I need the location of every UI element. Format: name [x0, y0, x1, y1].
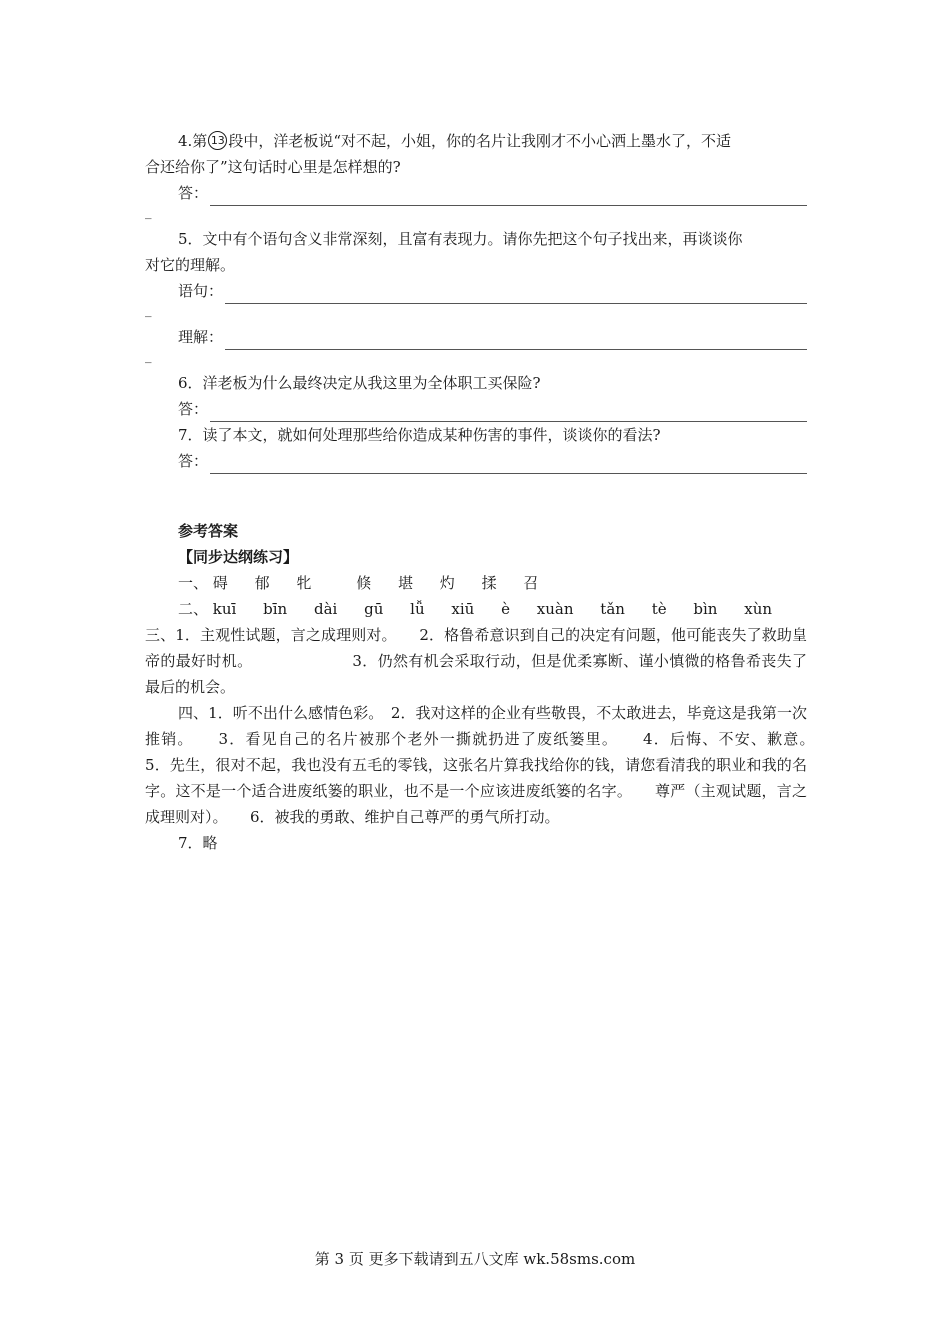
- answer-label: 答：: [178, 400, 209, 418]
- question-4-line-1: [145, 128, 807, 154]
- answer-label: 答：: [178, 184, 209, 202]
- question-4-answer-line: [145, 180, 807, 206]
- question-7: 7．读了本文，就如何处理那些给你造成某种伤害的事件，谈谈你的看法?: [178, 426, 661, 444]
- word: 碍: [212, 574, 228, 592]
- question-6: 6．洋老板为什么最终决定从我这里为全体职工买保险?: [178, 374, 541, 392]
- question-5-line-2: 对它的理解。: [145, 256, 236, 274]
- answer-part-1: [145, 570, 807, 596]
- answer-part-4: 四、1．听不出什么感情色彩。 2．我对这样的企业有些敬畏，不太敢进去，毕竟这是我第一次推销。 3．看见自己的名片被那个老外一撕就扔进了废纸篓里。 4．后悔、不安、歉意。 5．先生，很对不起，我也没有五毛的零钱，这张名片算我找给你的钱，请您看清我的职业和我的名字。这不是一个适合进废纸篓的职业，也不是一个应该进废纸篓的名字。 尊严（主观试题，言之成理则对）。 6．被我的勇敢、维护自己尊严的勇气所打动。: [145, 704, 838, 826]
- sentence-label: 语句：: [178, 282, 224, 300]
- pinyin: tǎn: [600, 600, 625, 618]
- question-7-answer-line: [145, 448, 807, 474]
- pinyin: lǚ: [410, 600, 425, 618]
- question-5-line-1: 5．文中有个语句含义非常深刻，且富有表现力。请你先把这个句子找出来，再谈谈你: [178, 230, 743, 248]
- word: 郁: [254, 574, 270, 592]
- continuation-mark: _: [145, 303, 152, 318]
- page-content: [145, 128, 838, 856]
- answer-part-2: [145, 596, 807, 622]
- pinyin: xuàn: [536, 600, 574, 618]
- pinyin: dài: [313, 600, 338, 618]
- question-5-sentence-line: [145, 278, 807, 304]
- word: 倏: [356, 574, 372, 592]
- question-4-prefix: 4.第: [178, 132, 208, 150]
- answer-label: 答：: [178, 452, 209, 470]
- answer-part-3: 三、1．主观性试题，言之成理则对。 2．格鲁希意识到自己的决定有问题，他可能丧失了救助皇帝的最好时机。 3．仍然有机会采取行动，但是优柔寡断、谨小慎微的格鲁希丧失了最后的机会。: [145, 626, 807, 696]
- word: 牝: [296, 574, 312, 592]
- sentence-blank: [225, 285, 807, 304]
- section-heading: 【同步达纲练习】: [178, 548, 299, 566]
- answer-blank: [210, 403, 807, 422]
- answer-part-7: 7．略: [178, 834, 218, 852]
- part-1-prefix: 一、: [178, 574, 209, 592]
- part-2-prefix: 二、: [178, 600, 209, 618]
- continuation-mark: _: [145, 349, 152, 364]
- word: 召: [523, 574, 539, 592]
- question-5-understanding-line: [145, 324, 807, 350]
- understanding-blank: [225, 331, 807, 350]
- answer-blank: [210, 455, 807, 474]
- pinyin: gū: [364, 600, 384, 618]
- pinyin: xùn: [744, 600, 773, 618]
- word: 揉: [481, 574, 497, 592]
- question-4-line-2: 合还给你了”这句话时心里是怎样想的?: [145, 158, 401, 176]
- word: 灼: [439, 574, 455, 592]
- word: 堪: [397, 574, 413, 592]
- question-6-answer-line: [145, 396, 807, 422]
- pinyin: xiū: [451, 600, 475, 618]
- question-4-text: 段中，洋老板说“对不起，小姐，你的名片让我刚才不小心洒上墨水了，不适: [228, 132, 731, 150]
- continuation-mark: _: [145, 205, 152, 220]
- pinyin: bīn: [263, 600, 288, 618]
- pinyin: è: [501, 600, 510, 618]
- reference-answers-title: 参考答案: [178, 522, 239, 540]
- pinyin: kuī: [212, 600, 237, 618]
- page-footer: 第 3 页 更多下载请到五八文库 wk.58sms.com: [314, 1250, 636, 1268]
- understanding-label: 理解：: [178, 328, 224, 346]
- pinyin: bìn: [693, 600, 718, 618]
- answer-blank: [210, 187, 807, 206]
- circled-number-13: 13: [208, 131, 227, 150]
- pinyin: tè: [651, 600, 667, 618]
